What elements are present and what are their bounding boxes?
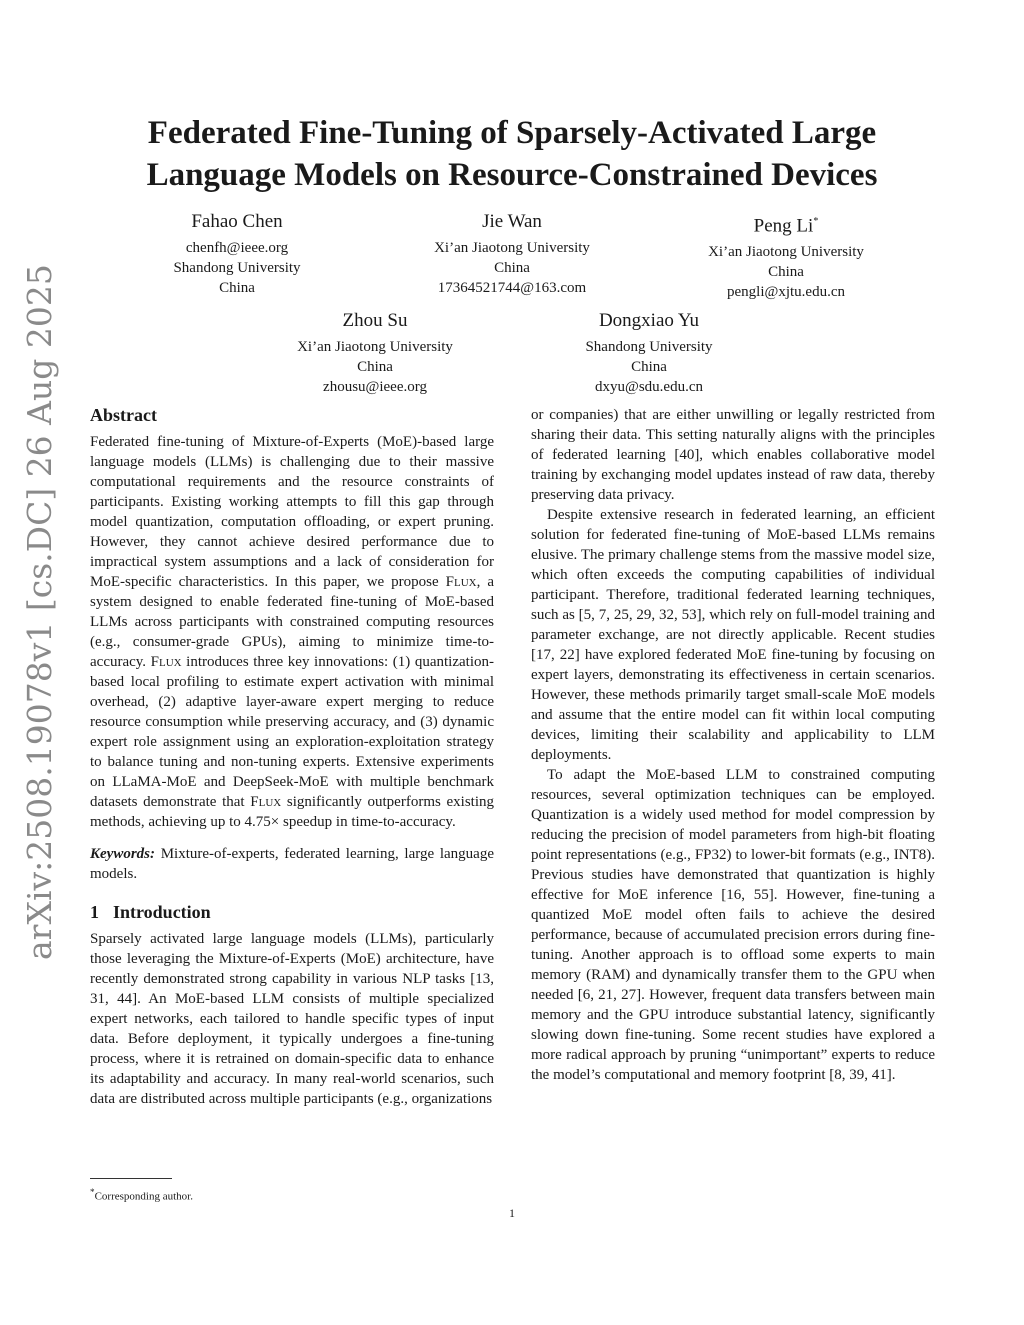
system-name: Flux [250, 794, 282, 810]
left-column [90, 404, 494, 1109]
abstract-heading: Abstract [90, 405, 157, 425]
footnote-mark: * [90, 1187, 95, 1197]
footnote-rule [90, 1178, 172, 1179]
footnote-text: Corresponding author. [94, 1190, 193, 1203]
author-email: zhousu@ieee.org [323, 379, 427, 395]
author-name: Dongxiao Yu [598, 310, 700, 331]
author-block-4 [245, 309, 505, 397]
system-name: Flux [445, 574, 477, 590]
author-country: China [631, 359, 667, 375]
author-affiliation: Xi’an Jiaotong University [297, 339, 453, 355]
system-name: Flux [150, 654, 182, 670]
arxiv-identifier: arXiv:2508.19078v1 [cs.DC] 26 Aug 2025 [20, 264, 59, 960]
section-number: 1 [90, 902, 99, 922]
intro-paragraph-2: Despite extensive research in federated learning, an efficient solution for federated fine-tuning of MoE-based LLMs remains elusive. The primary challenge stems from the massive model size, which often exceeds the computing capabilities of individual participant. Therefore, traditional federated learning techniques, such as [5, 7, 25, 29, 32, 53], which rely on full-model training and parameter exchange, are not directly applicable. Recent studies [17, 22] have explored federated MoE fine-tuning by focusing on expert layers, demonstrating its effectiveness in certain scenarios. However, these methods primarily target small-scale MoE models and assume that the entire model can fit within local computing devices, limiting their scalability and applicability to LLM deployments. [531, 507, 935, 763]
author-email: chenfh@ieee.org [185, 240, 289, 256]
author-country: China [768, 264, 804, 281]
section-heading-introduction [90, 901, 494, 923]
intro-paragraph-3: To adapt the MoE-based LLM to constrained computing resources, several optimization techniques can be employed. Quantization is a widely used method for model compression by reducing the precision of model parameters from high-bit floating point representations (e.g., FP32) to lower-bit formats (e.g., INT8). Previous studies have demonstrated that quantization is highly effective for MoE inference [16, 55]. However, fine-tuning a quantized MoE model often fails to achieve the desired performance, because of accumulated precision errors during fine-tuning. Another approach is to offload some experts to main memory (RAM) and dynamically transfer them to the GPU when needed [6, 21, 27]. However, frequent data transfers between main memory and the GPU introduce substantial latency, significantly slowing down fine-tuning. Some recent studies have explored a more radical approach by pruning “unimportant” experts to reduce the model’s computational and memory footprint [8, 39, 41]. [531, 767, 935, 1083]
intro-paragraph-1-continued: or companies) that are either unwilling or legally restricted from sharing their data. This setting naturally aligns with the principles of federated learning [40], which enables collaborative model training by exchanging model updates instead of raw data, thereby preserving data privacy. [531, 407, 935, 503]
intro-paragraph-1: Sparsely activated large language models (LLMs), particularly those leveraging the Mixture-of-Experts (MoE) architecture, have recently demonstrated strong capability in various NLP tasks [13, 31, 44]. An MoE-based LLM consists of multiple specialized expert networks, each tailored to handle specific types of input data. Before deployment, it typically undergoes a fine-tuning process, where it is retrained on domain-specific data to enhance its adaptability and accuracy. In many real-world scenarios, such data are distributed across multiple participants (e.g., organizations [90, 931, 494, 1107]
author-name: Jie Wan [482, 211, 542, 232]
author-block-3 [656, 210, 916, 302]
author-block-2 [382, 210, 642, 298]
keywords-text: Mixture-of-experts, federated learning, large language models. [90, 846, 494, 882]
author-affiliation: Shandong University [173, 260, 301, 276]
right-column [531, 405, 935, 1085]
author-affiliation: Xi’an Jiaotong University [434, 240, 590, 256]
author-country: China [219, 280, 255, 296]
author-country: China [357, 359, 393, 375]
abstract-text: Federated fine-tuning of Mixture-of-Experts (MoE)-based large language models (LLMs) is challenging due to their massive computational requirements and the resource constraints of participants. Existing working attempts to fill this gap through model quantization, computation offloading, or expert pruning. However, they cannot achieve desired performance due to impractical system assumptions and a lack of consideration for MoE-specific characteristics. In this paper, we propose Flux, a system designed to enable federated fine-tuning of MoE-based LLMs across participants with constrained computing resources (e.g., consumer-grade GPUs), aiming to minimize time-to-accuracy. Flux introduces three key innovations: (1) quantization-based local profiling to estimate expert activation with minimal overhead, (2) adaptive layer-aware expert merging to reduce resource consumption while preserving accuracy, and (3) dynamic expert role assignment using an exploration-exploitation strategy to balance tuning and non-tuning experts. Extensive experiments on LLaMA-MoE and DeepSeek-MoE with multiple benchmark datasets demonstrate that Flux significantly outperforms existing methods, achieving up to 4.75× speedup in time-to-accuracy. [90, 434, 494, 830]
author-email: pengli@xjtu.edu.cn [727, 284, 845, 301]
keywords [90, 844, 494, 884]
author-name: Fahao Chen [191, 211, 283, 232]
keywords-label: Keywords: [90, 846, 155, 862]
title-line-1: Federated Fine-Tuning of Sparsely-Activated Large [147, 115, 877, 151]
author-block-1 [107, 210, 367, 298]
section-title: Introduction [113, 902, 211, 922]
author-affiliation: Shandong University [585, 339, 713, 355]
page-number: 1 [509, 1206, 515, 1220]
author-email: dxyu@sdu.edu.cn [595, 379, 703, 395]
author-country: China [494, 260, 530, 276]
corresponding-mark: * [813, 216, 819, 227]
author-name: Zhou Su [342, 310, 408, 331]
author-email: 17364521744@163.com [437, 280, 587, 296]
author-name: Peng Li* [753, 215, 819, 237]
footnote [90, 1184, 193, 1205]
author-affiliation: Xi’an Jiaotong University [708, 244, 864, 261]
title-line-2: Language Models on Resource-Constrained Devices [146, 157, 878, 193]
author-block-5 [519, 309, 779, 397]
paper-title [90, 112, 934, 196]
